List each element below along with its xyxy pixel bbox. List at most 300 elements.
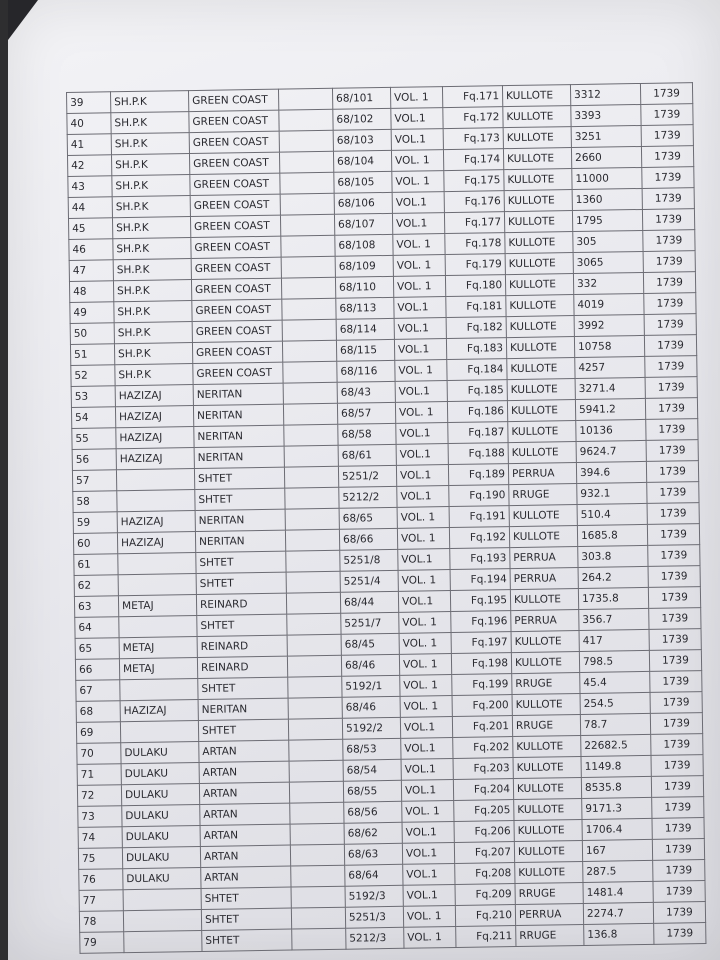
- page-ref: Fq.200: [452, 695, 512, 717]
- row-number: 61: [74, 554, 118, 576]
- document-page: [66, 82, 709, 954]
- owner-name: GREEN COAST: [188, 89, 278, 111]
- owner-surname: [123, 909, 201, 931]
- row-number: 76: [79, 869, 123, 891]
- empty-cell: [284, 466, 338, 488]
- row-number: 56: [72, 449, 116, 471]
- row-number: 72: [77, 785, 121, 807]
- owner-name: GREEN COAST: [191, 236, 281, 258]
- empty-cell: [288, 697, 342, 719]
- owner-name: SHTET: [198, 677, 288, 699]
- page-ref: Fq.186: [447, 401, 507, 423]
- row-number: 55: [72, 428, 116, 450]
- owner-surname: DULAKU: [122, 825, 200, 847]
- owner-surname: DULAKU: [122, 846, 200, 868]
- owner-surname: SH.P.K: [112, 217, 190, 239]
- row-number: 49: [70, 302, 114, 324]
- page-ref: Fq.188: [448, 443, 508, 465]
- volume: VOL.1: [403, 863, 455, 885]
- owner-surname: HAZIZAJ: [116, 448, 194, 470]
- page-ref: Fq.178: [445, 233, 505, 255]
- row-number: 46: [69, 239, 113, 261]
- page-ref: Fq.185: [447, 380, 507, 402]
- owner-name: ARTAN: [200, 824, 290, 846]
- parcel-number: 68/101: [332, 87, 390, 109]
- owner-name: SHTET: [196, 551, 286, 573]
- empty-cell: [289, 760, 343, 782]
- parcel-number: 5251/4: [340, 570, 398, 592]
- empty-cell: [280, 214, 334, 236]
- volume: VOL. 1: [399, 612, 451, 634]
- empty-cell: [289, 781, 343, 803]
- empty-cell: [288, 676, 342, 698]
- empty-cell: [290, 823, 344, 845]
- volume: VOL. 1: [402, 800, 454, 822]
- code: 1739: [641, 146, 693, 168]
- parcel-number: 5251/8: [340, 549, 398, 571]
- row-number: 42: [67, 155, 111, 177]
- owner-surname: HAZIZAJ: [115, 406, 193, 428]
- row-number: 60: [73, 533, 117, 555]
- land-type: KULLOTE: [506, 316, 574, 338]
- owner-name: GREEN COAST: [190, 173, 280, 195]
- parcel-number: 68/46: [342, 696, 400, 718]
- parcel-number: 68/54: [343, 759, 401, 781]
- row-number: 41: [67, 134, 111, 156]
- parcel-number: 68/58: [338, 423, 396, 445]
- code: 1739: [644, 314, 696, 336]
- area: 332: [573, 272, 643, 294]
- row-number: 50: [70, 323, 114, 345]
- owner-surname: [119, 616, 197, 638]
- page-ref: Fq.191: [449, 506, 509, 528]
- page-ref: Fq.174: [443, 149, 503, 171]
- code: 1739: [640, 83, 692, 105]
- volume: VOL.1: [396, 444, 448, 466]
- parcel-number: 68/61: [338, 444, 396, 466]
- code: 1739: [645, 398, 697, 420]
- owner-surname: HAZIZAJ: [117, 511, 195, 533]
- area: 3312: [570, 83, 640, 105]
- volume: VOL. 1: [404, 926, 456, 948]
- volume: VOL.1: [403, 884, 455, 906]
- parcel-number: 68/106: [334, 192, 392, 214]
- area: 1735.8: [578, 587, 648, 609]
- parcel-number: 68/44: [340, 591, 398, 613]
- table-body: [67, 83, 706, 954]
- row-number: 74: [78, 827, 122, 849]
- row-number: 66: [75, 659, 119, 681]
- code: 1739: [645, 377, 697, 399]
- volume: VOL.1: [392, 192, 444, 214]
- land-type: PERRUA: [515, 903, 583, 925]
- volume: VOL.1: [402, 842, 454, 864]
- code: 1739: [650, 671, 702, 693]
- paper-sheet: [8, 0, 720, 960]
- code: 1739: [650, 713, 702, 735]
- empty-cell: [285, 508, 339, 530]
- volume: VOL.1: [401, 780, 453, 802]
- page-ref: Fq.196: [451, 611, 511, 633]
- empty-cell: [284, 445, 338, 467]
- owner-surname: SH.P.K: [111, 112, 189, 134]
- parcel-number: 68/65: [339, 507, 397, 529]
- area: 9624.7: [576, 440, 646, 462]
- owner-name: SHTET: [201, 887, 291, 909]
- volume: VOL. 1: [395, 360, 447, 382]
- code: 1739: [644, 293, 696, 315]
- owner-surname: DULAKU: [123, 867, 201, 889]
- parcel-number: 68/43: [337, 381, 395, 403]
- parcel-number: 5192/3: [345, 885, 403, 907]
- code: 1739: [648, 566, 700, 588]
- parcel-number: 68/64: [345, 864, 403, 886]
- volume: VOL.1: [394, 297, 446, 319]
- parcel-number: 5192/1: [342, 675, 400, 697]
- volume: VOL. 1: [393, 255, 445, 277]
- volume: VOL. 1: [392, 171, 444, 193]
- code: 1739: [652, 839, 704, 861]
- land-type: PERRUA: [510, 547, 578, 569]
- area: 5941.2: [575, 398, 645, 420]
- row-number: 44: [68, 197, 112, 219]
- code: 1739: [646, 419, 698, 441]
- land-type: KULLOTE: [508, 421, 576, 443]
- page-ref: Fq.201: [452, 716, 512, 738]
- empty-cell: [282, 298, 336, 320]
- empty-cell: [278, 88, 332, 110]
- page-ref: Fq.209: [455, 884, 515, 906]
- empty-cell: [285, 487, 339, 509]
- owner-surname: [123, 888, 201, 910]
- parcel-number: 68/66: [339, 528, 397, 550]
- land-type: KULLOTE: [514, 819, 582, 841]
- page-ref: Fq.179: [445, 254, 505, 276]
- page-ref: Fq.194: [450, 569, 510, 591]
- land-type: KULLOTE: [503, 106, 571, 128]
- row-number: 77: [79, 890, 123, 912]
- volume: VOL. 1: [400, 675, 452, 697]
- empty-cell: [288, 718, 342, 740]
- row-number: 73: [78, 806, 122, 828]
- empty-cell: [284, 424, 338, 446]
- owner-surname: [116, 469, 194, 491]
- area: 303.8: [578, 545, 648, 567]
- land-type: KULLOTE: [514, 840, 582, 862]
- land-type: KULLOTE: [508, 442, 576, 464]
- page-ref: Fq.177: [444, 212, 504, 234]
- code: 1739: [641, 125, 693, 147]
- area: 510.4: [577, 503, 647, 525]
- owner-surname: [120, 720, 198, 742]
- owner-name: REINARD: [197, 656, 287, 678]
- owner-name: SHTET: [196, 572, 286, 594]
- parcel-number: 5192/2: [342, 717, 400, 739]
- page-ref: Fq.210: [455, 905, 515, 927]
- volume: VOL. 1: [398, 570, 450, 592]
- area: 11000: [572, 167, 642, 189]
- row-number: 75: [78, 848, 122, 870]
- page-ref: Fq.199: [452, 674, 512, 696]
- empty-cell: [286, 550, 340, 572]
- area: 1360: [572, 188, 642, 210]
- area: 1685.8: [577, 524, 647, 546]
- volume: VOL.1: [395, 381, 447, 403]
- empty-cell: [287, 655, 341, 677]
- volume: VOL.1: [401, 738, 453, 760]
- land-type: KULLOTE: [512, 694, 580, 716]
- area: 4257: [575, 356, 645, 378]
- row-number: 53: [71, 386, 115, 408]
- code: 1739: [651, 734, 703, 756]
- empty-cell: [287, 613, 341, 635]
- row-number: 62: [74, 575, 118, 597]
- parcel-number: 68/113: [336, 297, 394, 319]
- owner-name: GREEN COAST: [193, 362, 283, 384]
- land-type: RRUGE: [515, 882, 583, 904]
- land-type: RRUGE: [509, 484, 577, 506]
- owner-name: NERITAN: [195, 530, 285, 552]
- row-number: 64: [75, 617, 119, 639]
- owner-surname: [124, 930, 202, 952]
- empty-cell: [292, 928, 346, 950]
- area: 167: [582, 839, 652, 861]
- volume: VOL.1: [397, 486, 449, 508]
- row-number: 65: [75, 638, 119, 660]
- empty-cell: [283, 403, 337, 425]
- row-number: 43: [68, 176, 112, 198]
- code: 1739: [652, 797, 704, 819]
- row-number: 52: [71, 365, 115, 387]
- land-type: KULLOTE: [515, 861, 583, 883]
- owner-surname: HAZIZAJ: [117, 532, 195, 554]
- owner-surname: SH.P.K: [111, 91, 189, 113]
- land-type: KULLOTE: [513, 777, 581, 799]
- owner-surname: DULAKU: [121, 762, 199, 784]
- volume: VOL.1: [398, 549, 450, 571]
- empty-cell: [291, 865, 345, 887]
- area: 3271.4: [575, 377, 645, 399]
- owner-surname: [118, 553, 196, 575]
- parcel-number: 68/105: [334, 171, 392, 193]
- owner-surname: HAZIZAJ: [116, 427, 194, 449]
- page-ref: Fq.171: [442, 86, 502, 108]
- page-ref: Fq.197: [451, 632, 511, 654]
- volume: VOL. 1: [393, 234, 445, 256]
- owner-surname: SH.P.K: [111, 133, 189, 155]
- parcel-number: 68/63: [344, 843, 402, 865]
- area: 356.7: [579, 608, 649, 630]
- parcel-number: 5251/2: [338, 465, 396, 487]
- land-type: KULLOTE: [504, 211, 572, 233]
- code: 1739: [653, 902, 705, 924]
- volume: VOL. 1: [391, 150, 443, 172]
- code: 1739: [653, 860, 705, 882]
- empty-cell: [286, 571, 340, 593]
- area: 3251: [571, 125, 641, 147]
- owner-name: GREEN COAST: [190, 215, 280, 237]
- volume: VOL. 1: [397, 507, 449, 529]
- land-type: KULLOTE: [510, 589, 578, 611]
- row-number: 57: [72, 470, 116, 492]
- parcel-number: 68/55: [343, 780, 401, 802]
- area: 4019: [574, 293, 644, 315]
- empty-cell: [279, 109, 333, 131]
- empty-cell: [281, 277, 335, 299]
- code: 1739: [641, 104, 693, 126]
- volume: VOL.1: [391, 108, 443, 130]
- row-number: 70: [77, 743, 121, 765]
- owner-name: SHTET: [198, 719, 288, 741]
- code: 1739: [643, 251, 695, 273]
- area: 2274.7: [583, 902, 653, 924]
- volume: VOL.1: [396, 465, 448, 487]
- owner-name: ARTAN: [199, 740, 289, 762]
- row-number: 78: [79, 911, 123, 933]
- volume: VOL. 1: [399, 654, 451, 676]
- land-type: RRUGE: [516, 924, 584, 946]
- area: 45.4: [580, 671, 650, 693]
- empty-cell: [279, 130, 333, 152]
- owner-surname: METAJ: [119, 658, 197, 680]
- land-type: KULLOTE: [504, 190, 572, 212]
- code: 1739: [654, 923, 706, 945]
- row-number: 71: [77, 764, 121, 786]
- owner-name: GREEN COAST: [190, 194, 280, 216]
- background-corner: [8, 0, 38, 40]
- code: 1739: [645, 356, 697, 378]
- row-number: 58: [73, 491, 117, 513]
- empty-cell: [283, 361, 337, 383]
- land-type: KULLOTE: [503, 127, 571, 149]
- page-ref: Fq.211: [456, 926, 516, 948]
- code: 1739: [642, 209, 694, 231]
- row-number: 54: [71, 407, 115, 429]
- land-type: KULLOTE: [506, 295, 574, 317]
- empty-cell: [285, 529, 339, 551]
- code: 1739: [646, 440, 698, 462]
- owner-name: GREEN COAST: [192, 341, 282, 363]
- land-type: KULLOTE: [505, 253, 573, 275]
- code: 1739: [642, 167, 694, 189]
- owner-surname: [120, 679, 198, 701]
- empty-cell: [290, 844, 344, 866]
- row-number: 45: [68, 218, 112, 240]
- volume: VOL.1: [396, 423, 448, 445]
- page-ref: Fq.208: [455, 863, 515, 885]
- empty-cell: [280, 172, 334, 194]
- page-ref: Fq.207: [454, 842, 514, 864]
- page-ref: Fq.202: [453, 737, 513, 759]
- owner-surname: SH.P.K: [111, 154, 189, 176]
- volume: VOL. 1: [400, 696, 452, 718]
- land-type: KULLOTE: [503, 148, 571, 170]
- area: 1706.4: [582, 818, 652, 840]
- owner-name: GREEN COAST: [191, 257, 281, 279]
- land-type: KULLOTE: [506, 337, 574, 359]
- land-type: KULLOTE: [507, 358, 575, 380]
- area: 2660: [571, 146, 641, 168]
- page-ref: Fq.189: [448, 464, 508, 486]
- parcel-number: 68/109: [335, 255, 393, 277]
- owner-surname: DULAKU: [121, 741, 199, 763]
- owner-name: SHTET: [194, 467, 284, 489]
- empty-cell: [290, 802, 344, 824]
- code: 1739: [648, 545, 700, 567]
- parcel-number: 68/116: [337, 360, 395, 382]
- owner-surname: SH.P.K: [113, 280, 191, 302]
- land-type: KULLOTE: [509, 526, 577, 548]
- owner-surname: METAJ: [118, 595, 196, 617]
- parcel-number: 68/108: [335, 234, 393, 256]
- parcel-number: 68/45: [341, 633, 399, 655]
- volume: VOL.1: [398, 591, 450, 613]
- land-type: KULLOTE: [504, 169, 572, 191]
- empty-cell: [287, 634, 341, 656]
- owner-name: ARTAN: [201, 866, 291, 888]
- area: 417: [579, 629, 649, 651]
- volume: VOL. 1: [399, 633, 451, 655]
- property-register-table: [66, 82, 706, 954]
- owner-surname: SH.P.K: [112, 196, 190, 218]
- owner-surname: SH.P.K: [113, 259, 191, 281]
- page-ref: Fq.204: [453, 779, 513, 801]
- parcel-number: 68/103: [333, 129, 391, 151]
- land-type: KULLOTE: [505, 274, 573, 296]
- page-ref: Fq.205: [454, 800, 514, 822]
- code: 1739: [647, 482, 699, 504]
- code: 1739: [653, 881, 705, 903]
- land-type: PERRUA: [510, 568, 578, 590]
- volume: VOL. 1: [390, 87, 442, 109]
- area: 3393: [571, 104, 641, 126]
- parcel-number: 68/102: [333, 108, 391, 130]
- row-number: 48: [69, 281, 113, 303]
- parcel-number: 5212/2: [339, 486, 397, 508]
- page-ref: Fq.193: [450, 548, 510, 570]
- owner-surname: SH.P.K: [112, 175, 190, 197]
- empty-cell: [283, 382, 337, 404]
- empty-cell: [289, 739, 343, 761]
- page-ref: Fq.183: [446, 338, 506, 360]
- row-number: 68: [76, 701, 120, 723]
- code: 1739: [651, 776, 703, 798]
- parcel-number: 5251/7: [341, 612, 399, 634]
- parcel-number: 68/53: [343, 738, 401, 760]
- row-number: 51: [70, 344, 114, 366]
- page-ref: Fq.181: [446, 296, 506, 318]
- area: 394.6: [576, 461, 646, 483]
- owner-name: SHTET: [202, 929, 292, 951]
- code: 1739: [647, 524, 699, 546]
- area: 1795: [572, 209, 642, 231]
- owner-surname: HAZIZAJ: [115, 385, 193, 407]
- owner-name: ARTAN: [200, 803, 290, 825]
- page-ref: Fq.198: [451, 653, 511, 675]
- area: 264.2: [578, 566, 648, 588]
- owner-surname: SH.P.K: [114, 343, 192, 365]
- empty-cell: [280, 193, 334, 215]
- row-number: 79: [80, 932, 124, 954]
- page-ref: Fq.180: [445, 275, 505, 297]
- row-number: 59: [73, 512, 117, 534]
- owner-name: SHTET: [197, 614, 287, 636]
- page-ref: Fq.187: [448, 422, 508, 444]
- row-number: 39: [67, 92, 111, 114]
- owner-name: ARTAN: [199, 761, 289, 783]
- area: 1149.8: [581, 755, 651, 777]
- parcel-number: 68/107: [334, 213, 392, 235]
